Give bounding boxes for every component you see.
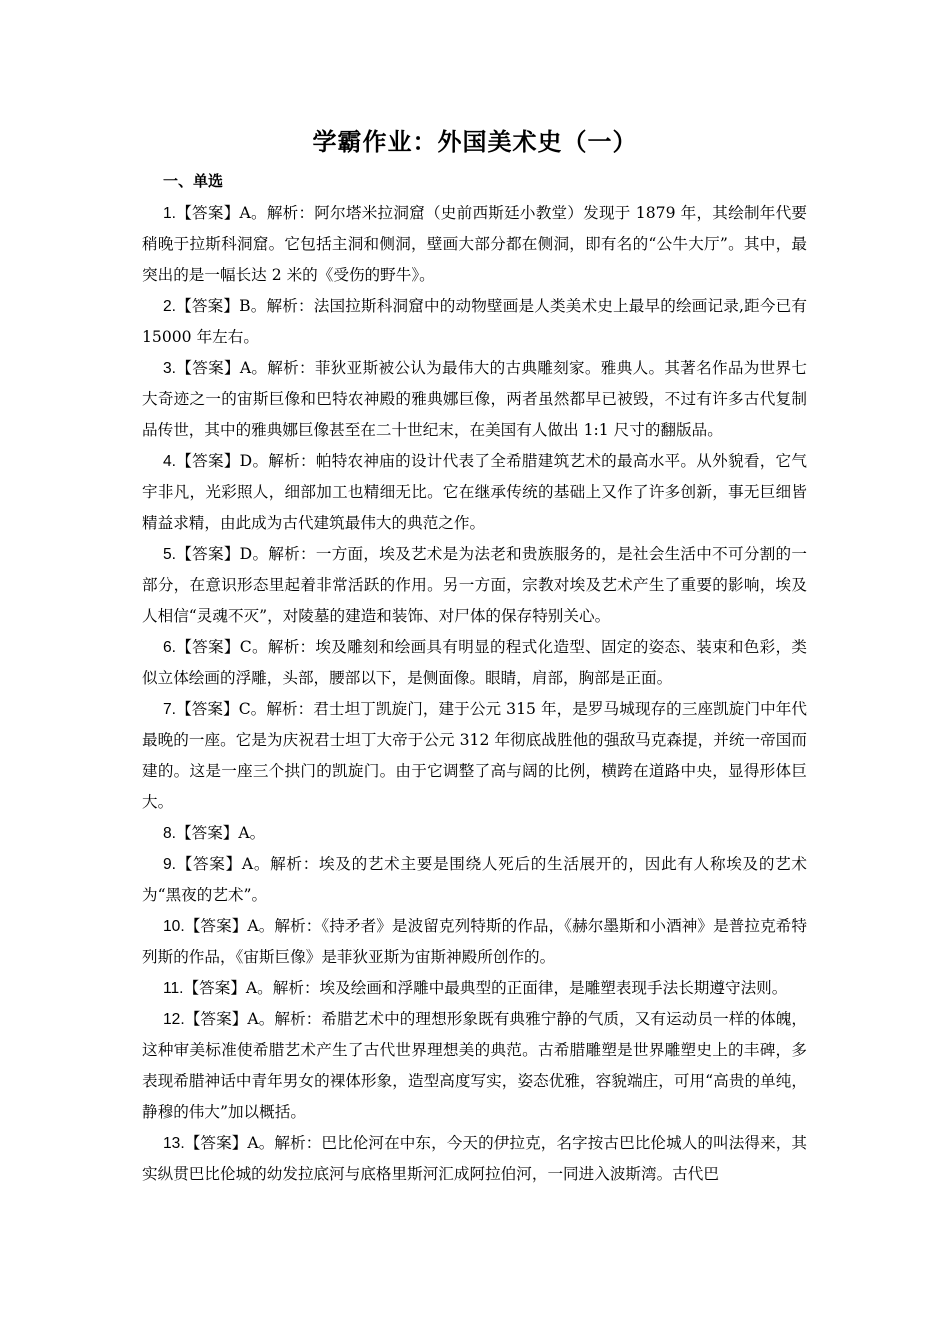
answer-text: 【答案】B。解析：法国拉斯科洞窟中的动物壁画是人类美术史上最早的绘画记录,距今已有 15000 年左右。 bbox=[142, 297, 807, 346]
answer-text: 【答案】A。解析：巴比伦河在中东，今天的伊拉克，名字按古巴比伦城人的叫法得来，其实纵贯巴比伦城的幼发拉底河与底格里斯河汇成阿拉伯河，一同进入波斯湾。古代巴 bbox=[142, 1134, 807, 1183]
answer-number: 3. bbox=[163, 360, 177, 377]
answer-number: 8. bbox=[163, 825, 177, 842]
answer-item-2 bbox=[142, 291, 807, 353]
answer-item-5 bbox=[142, 539, 807, 632]
answer-text: 【答案】A。解析：希腊艺术中的理想形象既有典雅宁静的气质，又有运动员一样的体魄，这种审美标准使希腊艺术产生了古代世界理想美的典范。古希腊雕塑是世界雕塑史上的丰碑，多表现希腊神话中青年男女的裸体形象，造型高度写实，姿态优雅，容貌端庄，可用“高贵的单纯，静穆的伟大”加以概括。 bbox=[142, 1010, 807, 1121]
answer-item-8 bbox=[142, 818, 807, 849]
answer-text: 【答案】D。解析：一方面，埃及艺术是为法老和贵族服务的，是社会生活中不可分割的一部分，在意识形态里起着非常活跃的作用。另一方面，宗教对埃及艺术产生了重要的影响，埃及人相信“灵魂不灭”，对陵墓的建造和装饰、对尸体的保存特别关心。 bbox=[142, 545, 807, 625]
answer-number: 6. bbox=[163, 639, 177, 656]
answer-item-1 bbox=[142, 198, 807, 291]
answer-item-9 bbox=[142, 849, 807, 911]
answer-text: 【答案】D。解析：帕特农神庙的设计代表了全希腊建筑艺术的最高水平。从外貌看，它气宇非凡，光彩照人，细部加工也精细无比。它在继承传统的基础上又作了许多创新，事无巨细皆精益求精，由此成为古代建筑最伟大的典范之作。 bbox=[142, 452, 807, 532]
answer-item-13 bbox=[142, 1128, 807, 1190]
answer-number: 12. bbox=[163, 1011, 185, 1028]
answer-number: 1. bbox=[163, 205, 177, 222]
answer-item-3 bbox=[142, 353, 807, 446]
answer-text: 【答案】A。解析：埃及绘画和浮雕中最典型的正面律，是雕塑表现手法长期遵守法则。 bbox=[183, 979, 788, 997]
answer-text: 【答案】A。 bbox=[176, 824, 266, 842]
answer-item-7 bbox=[142, 694, 807, 818]
page-title: 学霸作业：外国美术史（一） bbox=[312, 128, 638, 156]
answer-number: 10. bbox=[163, 918, 185, 935]
answer-text: 【答案】C。解析：君士坦丁凯旋门，建于公元 315 年，是罗马城现存的三座凯旋门中年代最晚的一座。它是为庆祝君士坦丁大帝于公元 312 年彻底战胜他的强敌马克森提，并统一帝国而建的。这是一座三个拱门的凯旋门。由于它调整了高与阔的比例，横跨在道路中央，显得形体巨大。 bbox=[142, 700, 807, 811]
answer-number: 7. bbox=[163, 701, 177, 718]
answer-text: 【答案】C。解析：埃及雕刻和绘画具有明显的程式化造型、固定的姿态、装束和色彩，类似立体绘画的浮雕，头部，腰部以下，是侧面像。眼睛，肩部，胸部是正面。 bbox=[142, 638, 807, 687]
answer-text: 【答案】A。解析：阿尔塔米拉洞窟（史前西斯廷小教堂）发现于 1879 年，其绘制年代要稍晚于拉斯科洞窟。它包括主洞和侧洞，壁画大部分都在侧洞，即有名的“公牛大厅”。其中，最突出的是一幅长达 2 米的《受伤的野牛》。 bbox=[142, 204, 807, 284]
section-heading: 一、单选 bbox=[163, 172, 224, 190]
answer-text: 【答案】A。解析：《持矛者》是波留克列特斯的作品，《赫尔墨斯和小酒神》是普拉克希特列斯的作品，《宙斯巨像》是菲狄亚斯为宙斯神殿所创作的。 bbox=[142, 917, 807, 966]
answer-item-10 bbox=[142, 911, 807, 973]
answer-list bbox=[142, 198, 807, 1190]
answer-text: 【答案】A。解析：菲狄亚斯被公认为最伟大的古典雕刻家。雅典人。其著名作品为世界七大奇迹之一的宙斯巨像和巴特农神殿的雅典娜巨像，两者虽然都早已被毁，不过有许多古代复制品传世，其中的雅典娜巨像甚至在二十世纪末，在美国有人做出 1:1 尺寸的翻版品。 bbox=[142, 359, 807, 439]
answer-number: 11. bbox=[163, 980, 184, 997]
answer-number: 5. bbox=[163, 546, 177, 563]
answer-item-6 bbox=[142, 632, 807, 694]
answer-number: 4. bbox=[163, 453, 177, 470]
answer-text: 【答案】A。解析：埃及的艺术主要是围绕人死后的生活展开的，因此有人称埃及的艺术为“黑夜的艺术”。 bbox=[142, 855, 807, 904]
answer-number: 13. bbox=[163, 1135, 185, 1152]
answer-item-12 bbox=[142, 1004, 807, 1128]
answer-item-11 bbox=[142, 973, 807, 1004]
answer-number: 9. bbox=[163, 856, 177, 873]
answer-number: 2. bbox=[163, 298, 177, 315]
answer-item-4 bbox=[142, 446, 807, 539]
